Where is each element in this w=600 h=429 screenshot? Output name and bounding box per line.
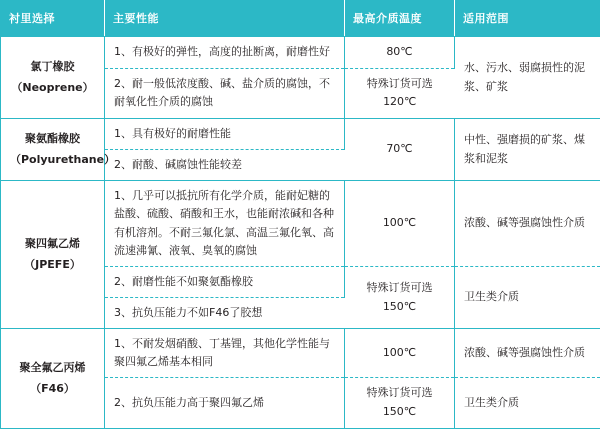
max-temperature-value: 70℃: [345, 119, 455, 181]
material-name-line-2: （Polyurethane）: [10, 150, 95, 171]
performance-description: 2、抗负压能力高于聚四氟乙烯: [105, 378, 345, 428]
temperature-note: 特殊订货可选: [354, 75, 446, 94]
table-row: [1, 329, 600, 378]
max-temperature-value: 100℃: [345, 181, 455, 267]
material-name-line-1: 聚氨酯橡胶: [10, 129, 95, 150]
max-temperature-value: [345, 266, 455, 328]
performance-description: 3、抗负压能力不如F46了胶想: [105, 298, 345, 329]
max-temperature-value: [345, 378, 455, 428]
performance-description: 2、耐一般低浓度酸、碱、盐介质的腐蚀，不耐氧化性介质的腐蚀: [105, 68, 345, 118]
performance-description: 1、几乎可以抵抗所有化学介质，能耐妃糖的盐酸、硫酸、硝酸和王水，也能耐浓碱和各种有机溶剂。不耐三氟化氯、高温三氟化氧、高流速沸氰、液氧、臭氧的腐蚀: [105, 181, 345, 267]
table-header-row: [1, 0, 600, 37]
table-body: [1, 37, 600, 429]
material-name-line-2: （Neoprene）: [10, 78, 95, 99]
performance-description: 1、具有极好的耐磨性能: [105, 119, 345, 150]
application-scope-value: 水、污水、弱腐损性的泥浆、矿浆: [455, 37, 600, 119]
performance-description: 1、不耐发烟硝酸、丁基锂，其他化学性能与聚四氟乙烯基本相同: [105, 329, 345, 378]
application-scope-value: 浓酸、碱等强腐蚀性介质: [455, 329, 600, 378]
table-row: [1, 181, 600, 267]
max-temperature-value: 80℃: [345, 37, 455, 69]
material-name-line-1: 氯丁橡胶: [10, 57, 95, 78]
material-name-neoprene: [1, 37, 105, 119]
temperature-value: 150℃: [354, 403, 445, 422]
max-temperature-value: [345, 68, 455, 118]
material-name-f46: [1, 329, 105, 429]
application-scope-value: 卫生类介质: [455, 378, 600, 428]
column-header-application-scope: 适用范围: [455, 0, 600, 37]
temperature-value: 120℃: [354, 93, 446, 112]
material-name-line-2: （F46）: [10, 379, 95, 400]
table-row: [1, 119, 600, 150]
temperature-note: 特殊订货可选: [354, 279, 445, 298]
application-scope-value: 卫生类介质: [455, 266, 600, 328]
material-name-ptfe: [1, 181, 105, 329]
material-name-line-1: 聚全氟乙丙烯: [10, 358, 95, 379]
material-name-line-1: 聚四氟乙烯: [10, 234, 95, 255]
temperature-note: 特殊订货可选: [354, 384, 445, 403]
temperature-value: 150℃: [354, 298, 445, 317]
max-temperature-value: 100℃: [345, 329, 455, 378]
column-header-lining-selection: 衬里选择: [1, 0, 105, 37]
table-row: [1, 37, 600, 69]
table-header: [1, 0, 600, 37]
application-scope-value: 浓酸、碱等强腐蚀性介质: [455, 181, 600, 267]
column-header-main-performance: 主要性能: [105, 0, 345, 37]
application-scope-value: 中性、强磨损的矿浆、煤浆和泥浆: [455, 119, 600, 181]
column-header-max-medium-temperature: 最高介质温度: [345, 0, 455, 37]
performance-description: 1、有极好的弹性，高度的扯断离，耐磨性好: [105, 37, 345, 69]
material-name-polyurethane: [1, 119, 105, 181]
performance-description: 2、耐磨性能不如聚氨酯橡胶: [105, 266, 345, 297]
performance-description: 2、耐酸、碱腐蚀性能较差: [105, 150, 345, 181]
material-name-line-2: （JPEFE）: [10, 255, 95, 276]
